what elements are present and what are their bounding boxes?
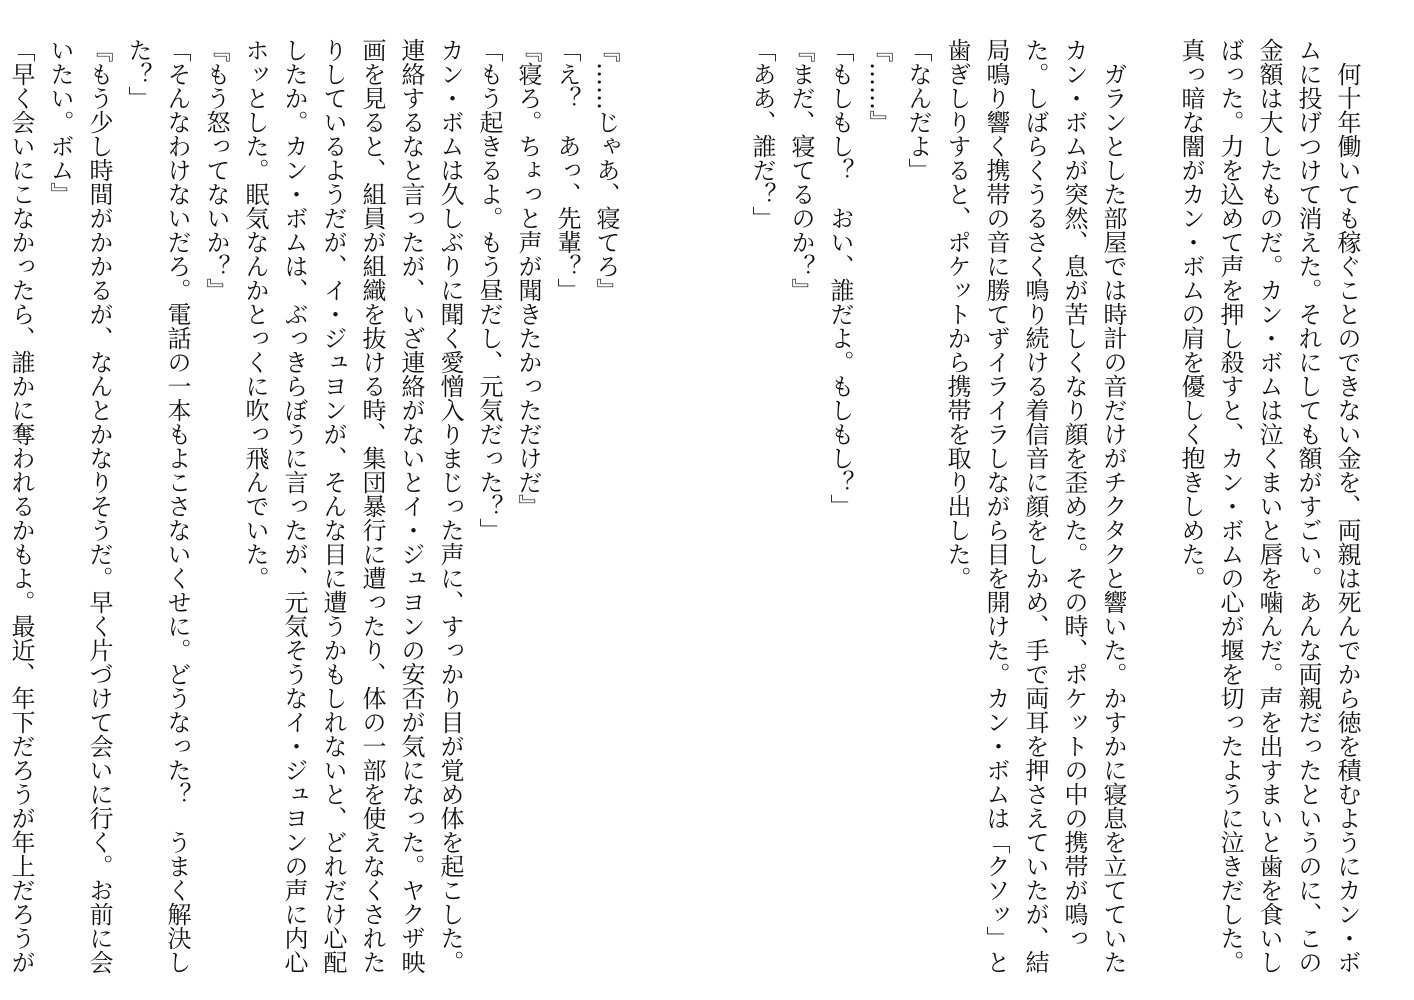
paragraph-narration: カン・ボムは久しぶりに聞く愛憎入りまじった声に、すっかり目が覚め体を起こした。連絡するなと言ったが、いざ連絡がないとイ・ジュヨンの安否が気になった。ヤクザ映画を見ると、組員が組織を抜ける時、集団暴行に遭ったり、体の一部を使えなくされたりしているようだが、イ・ジュヨンが、そんな目に遭うかもしれないと、どれだけ心配したか。カン・ボムは、ぶっきらぼうに言ったが、元気そうなイ・ジュヨンの声に内心ホッとした。眠気なんかとっくに吹っ飛んでいた。 <box>241 38 464 974</box>
dialogue-line: 『まだ、寝てるのか？』 <box>787 38 815 302</box>
dialogue-line: 『もう少し時間がかかるが、なんとかなりそうだ。早く片づけて会いに行く。お前に会いたい。ボム』 <box>46 38 113 974</box>
dialogue-line: 「早く会いにこなかったら、誰かに奪われるかもよ。最近、年下だろうが年上だろうが <box>7 38 35 974</box>
scene-break <box>625 38 664 978</box>
scene-break <box>664 38 703 978</box>
dialogue-line: 「もしもし？ おい、誰だよ。もしもし？」 <box>826 38 854 518</box>
dialogue-line: 『……』 <box>865 38 893 134</box>
paragraph-break <box>1132 38 1171 978</box>
dialogue-line: 「そんなわけないだろ。電話の一本もよこさないくせに。どうなった？ うまく解決した？」 <box>124 38 191 974</box>
scene-break <box>703 38 742 978</box>
dialogue-line: 『もう怒ってないか？』 <box>202 38 230 302</box>
dialogue-line: 『寝ろ。ちょっと声が聞きたかっただけだ』 <box>514 38 542 518</box>
paragraph-narration: ガランとした部屋では時計の音だけがチクタクと響いた。かすかに寝息を立てていたカン・ボムが突然、息が苦しくなり顔を歪めた。その時、ポケットの中の携帯が鳴った。しばらくうるさく鳴り続ける着信音に顔をしかめ、手で両耳を押さえていたが、結局鳴り響く携帯の音に勝てずイライラしながら目を開けた。カン・ボムは「クソッ」と歯ぎしりすると、ポケットから携帯を取り出した。 <box>943 38 1127 974</box>
dialogue-line: 『……じゃあ、寝てろ』 <box>592 38 620 302</box>
vertical-text-body <box>7 38 1366 978</box>
dialogue-line: 「もう起きるよ。もう昼だし、元気だった？」 <box>475 38 503 542</box>
dialogue-line: 「え？ あっ、先輩？」 <box>553 38 581 302</box>
dialogue-line: 「ああ、誰だ？」 <box>748 38 776 230</box>
paragraph-narration: 何十年働いても稼ぐことのできない金を、両親は死んでから徳を積むようにカン・ボムに投げつけて消えた。それにしても額がすごい。あんな両親だったというのに、この金額は大したものだ。カン・ボムは泣くまいと唇を噛んだ。声を出すまいと歯を食いしばった。力を込めて声を押し殺すと、カン・ボムの心が堰を切ったように泣きだした。真っ暗な闇がカン・ボムの肩を優しく抱きしめた。 <box>1177 38 1361 974</box>
dialogue-line: 「なんだよ」 <box>904 38 932 182</box>
